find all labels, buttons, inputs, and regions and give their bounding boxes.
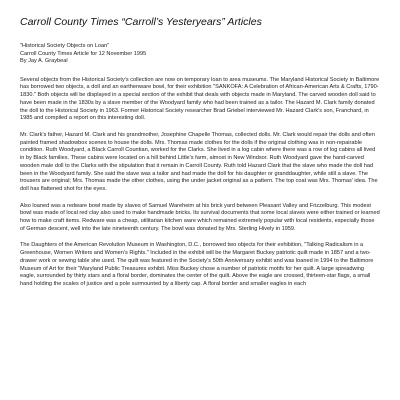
paragraph: Several objects from the Historical Society’s collection are now on temporary loan to area museums. The Maryland Historical Society in Baltimore has borrowed two objects, a doll and an earthenware bowl, for their exhibition "SANKOFA: A Celebration of African-American Arts & Crafts, 1790-1830." Both objects will be displayed in a special section of the exhibit that deals with objects made in Maryland. The carved wooden doll said to have been made in the 1830s by a slave member of the Woodyard family who had been trained as a tailor. The Hazard M. Clark family donated the doll to the Historical Society in 1963. Former Historical Society researcher Brad Griebel interviewed Mr. Hazard Clark’s son, Franchard, in 1985 and compiled a report on this interesting doll.	[20, 76, 380, 122]
paragraph: Also loaned was a redware bowl made by slaves of Samuel Wareheim at his brick yard between Pleasant Valley and Frizzelburg. This modest bowl was made of local red clay also used to make handmade bricks. Its survival documents that some local slaves were either trained or learned how to make craft items. Redware was a cheap, utilitarian kitchen ware which remained extremely popular with local residents, especially those of German descent, well into the late nineteenth century. The bowl was donated by Mrs. Sterling Hively in 1959.	[20, 202, 380, 232]
paragraph: The Daughters of the American Revolution Museum in Washington, D.C., borrowed two objects for their exhibition, "Talking Radicalism in a Greenhouse, Women Writers and Women’s Rights." Included in the exhibit will be the Margaret Buckey patriotic quilt made in 1857 and a two-drawer work or sewing table she used. The quilt was featured in the Society’s 50th Anniversary exhibit and was loaned in 1994 to the Baltimore Museum of Art for their "Maryland Public Treasures exhibit. Miss Buckey chose a number of patriotic motifs for her quilt. A large spreadwing eagle, surrounded by thirty stars and a floral border, dominates the center of the quilt. Above the eagle are crossed, thirteen-star flags, a small hand holding the scales of justice and a pole surmounted by a liberty cap. A floral border and smaller eagles in each	[20, 242, 374, 287]
article-source: Carroll County Times Article for 12 November 1995	[20, 50, 147, 57]
paragraph: Mr. Clark’s father, Hazard M. Clark and his grandmother, Josephine Chapelle Thomas, collected dolls. Mr. Clark would repair the dolls and often painted framed shadowbox scenes to house the dolls. Mrs. Thomas made clothes for the dolls if the original clothing was in non-repairable condition. Ruth Woodyard, a Black Carroll Countian, worked for the Clarks. She lived in a log cabin where there was a row of log cabins all lived in by Black families. These cabins were located on a hill behind Little’s farm, almost in New Windsor. Ruth Woodyard gave the hand-carved wooden male doll to the Clarks with the stipulation that it remain in Carroll County. Ruth told Hazard Clark that the slave who made the doll had been in the Woodyard family. She said the slave was a tailor and had made the doll for his daughter or granddaughter, while still a slave. The trousers are original; Mrs. Thomas made the other clothes, using the under jacket original as a pattern. The top coat was Mrs. Thomas’ idea. The doll has flattened shot for the eyes.	[20, 132, 378, 192]
document-title: Carroll County Times “Carroll’s Yesteryears” Articles	[20, 16, 262, 28]
article-author: By Jay A. Graybeal	[20, 58, 68, 65]
article-meta	[20, 43, 380, 66]
article-title: "Historical Society Objects on Loan"	[20, 43, 110, 49]
